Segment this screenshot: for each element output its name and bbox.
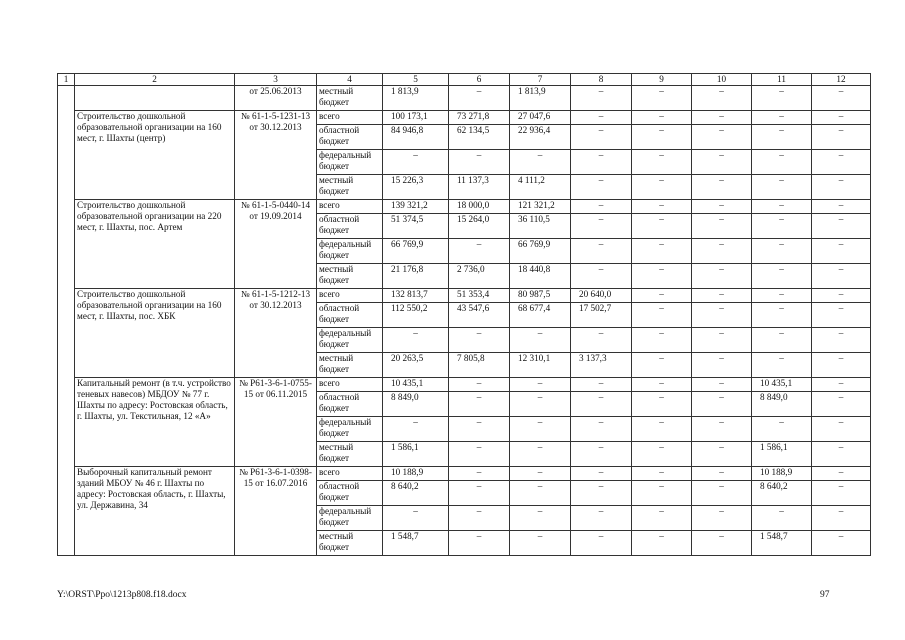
value-cell: – (692, 417, 752, 442)
value-cell: – (632, 125, 692, 150)
value-cell: – (812, 417, 871, 442)
value-cell: – (383, 150, 449, 175)
value-cell: – (449, 150, 510, 175)
value-cell: – (449, 328, 510, 353)
value-cell: – (571, 86, 632, 111)
object-name-cell (75, 86, 235, 111)
value-cell: – (692, 86, 752, 111)
value-cell: – (752, 417, 812, 442)
column-header: 7 (510, 74, 571, 86)
value-cell: 8 849,0 (383, 392, 449, 417)
value-cell: – (812, 200, 871, 214)
header-row (58, 74, 871, 86)
value-cell: – (692, 214, 752, 239)
value-cell: – (692, 531, 752, 556)
value-cell: – (752, 353, 812, 378)
value-cell: – (449, 417, 510, 442)
table-row (58, 86, 871, 111)
funding-source-cell: местный бюджет (317, 264, 383, 289)
value-cell: – (812, 328, 871, 353)
object-name-cell: Строительство дошкольной образовательной организации на 220 мест, г. Шахты, пос. Артем (75, 200, 235, 289)
value-cell: – (449, 392, 510, 417)
value-cell: – (692, 353, 752, 378)
value-cell: – (510, 531, 571, 556)
value-cell: 11 137,3 (449, 175, 510, 200)
value-cell: – (510, 150, 571, 175)
value-cell: – (692, 175, 752, 200)
value-cell: 132 813,7 (383, 289, 449, 303)
document-cell: № 61-1-5-0440-14 от 19.09.2014 (235, 200, 317, 289)
value-cell: – (812, 239, 871, 264)
value-cell: 18 440,8 (510, 264, 571, 289)
value-cell: – (752, 200, 812, 214)
value-cell: – (692, 378, 752, 392)
value-cell: – (812, 150, 871, 175)
value-cell: – (812, 481, 871, 506)
value-cell: – (510, 378, 571, 392)
value-cell: – (812, 264, 871, 289)
value-cell: – (632, 467, 692, 481)
value-cell: 1 813,9 (510, 86, 571, 111)
value-cell: 18 000,0 (449, 200, 510, 214)
value-cell: – (571, 111, 632, 125)
value-cell: 100 173,1 (383, 111, 449, 125)
value-cell: – (632, 239, 692, 264)
value-cell: – (632, 175, 692, 200)
funding-source-cell: всего (317, 378, 383, 392)
value-cell: – (692, 239, 752, 264)
funding-source-cell: всего (317, 467, 383, 481)
column-header: 5 (383, 74, 449, 86)
value-cell: – (571, 467, 632, 481)
document-cell: № Р61-3-6-1-0755-15 от 06.11.2015 (235, 378, 317, 467)
value-cell: – (812, 378, 871, 392)
value-cell: – (692, 125, 752, 150)
value-cell: – (510, 506, 571, 531)
value-cell: 21 176,8 (383, 264, 449, 289)
value-cell: – (632, 303, 692, 328)
value-cell: – (812, 175, 871, 200)
table-body (58, 74, 871, 556)
value-cell: – (571, 506, 632, 531)
funding-source-cell: всего (317, 289, 383, 303)
value-cell: – (449, 506, 510, 531)
value-cell: 20 640,0 (571, 289, 632, 303)
value-cell: 10 188,9 (752, 467, 812, 481)
value-cell: – (571, 125, 632, 150)
object-name-cell: Капитальный ремонт (в т.ч. устройство теневых навесов) МБДОУ № 77 г. Шахты по адресу: Ростовская область, г. Шахты, ул. Текстильная, 12 «А» (75, 378, 235, 467)
value-cell: – (449, 86, 510, 111)
value-cell: – (752, 175, 812, 200)
column-header: 6 (449, 74, 510, 86)
table-row (58, 289, 871, 303)
column-header: 2 (75, 74, 235, 86)
value-cell: – (692, 303, 752, 328)
value-cell: – (449, 531, 510, 556)
value-cell: – (752, 150, 812, 175)
funding-source-cell: областной бюджет (317, 214, 383, 239)
value-cell: – (752, 214, 812, 239)
value-cell: 10 188,9 (383, 467, 449, 481)
value-cell: – (632, 481, 692, 506)
value-cell: – (692, 481, 752, 506)
value-cell: 8 849,0 (752, 392, 812, 417)
column-header: 12 (812, 74, 871, 86)
column-header: 8 (571, 74, 632, 86)
value-cell: 2 736,0 (449, 264, 510, 289)
value-cell: – (632, 442, 692, 467)
value-cell: – (632, 506, 692, 531)
value-cell: – (812, 289, 871, 303)
value-cell: – (632, 86, 692, 111)
value-cell: – (632, 392, 692, 417)
value-cell: 51 374,5 (383, 214, 449, 239)
funding-source-cell: областной бюджет (317, 303, 383, 328)
funding-source-cell: местный бюджет (317, 175, 383, 200)
value-cell: – (812, 467, 871, 481)
funding-source-cell: федеральный бюджет (317, 150, 383, 175)
value-cell: – (632, 531, 692, 556)
funding-source-cell: местный бюджет (317, 442, 383, 467)
value-cell: – (812, 442, 871, 467)
value-cell: – (692, 111, 752, 125)
value-cell: – (383, 417, 449, 442)
document-cell: № Р61-3-6-1-0398-15 от 16.07.2016 (235, 467, 317, 556)
value-cell: – (692, 442, 752, 467)
funding-source-cell: областной бюджет (317, 481, 383, 506)
value-cell: 10 435,1 (752, 378, 812, 392)
table-row (58, 200, 871, 214)
value-cell: – (571, 175, 632, 200)
value-cell: – (752, 328, 812, 353)
value-cell: – (692, 289, 752, 303)
value-cell: – (571, 378, 632, 392)
value-cell: – (632, 289, 692, 303)
document-cell: от 25.06.2013 (235, 86, 317, 111)
value-cell: – (692, 506, 752, 531)
value-cell: 1 813,9 (383, 86, 449, 111)
column-header: 11 (752, 74, 812, 86)
value-cell: – (510, 417, 571, 442)
value-cell: 112 550,2 (383, 303, 449, 328)
funding-source-cell: федеральный бюджет (317, 328, 383, 353)
value-cell: 4 111,2 (510, 175, 571, 200)
funding-source-cell: федеральный бюджет (317, 239, 383, 264)
value-cell: – (632, 150, 692, 175)
value-cell: – (692, 328, 752, 353)
value-cell: – (449, 442, 510, 467)
object-name-cell: Строительство дошкольной образовательной организации на 160 мест, г. Шахты (центр) (75, 111, 235, 200)
value-cell: – (632, 111, 692, 125)
value-cell: – (812, 392, 871, 417)
value-cell: 66 769,9 (383, 239, 449, 264)
value-cell: – (571, 392, 632, 417)
funding-source-cell: всего (317, 200, 383, 214)
column-header: 3 (235, 74, 317, 86)
funding-source-cell: местный бюджет (317, 531, 383, 556)
column-header: 9 (632, 74, 692, 86)
value-cell: – (632, 328, 692, 353)
funding-source-cell: областной бюджет (317, 125, 383, 150)
value-cell: 139 321,2 (383, 200, 449, 214)
value-cell: 22 936,4 (510, 125, 571, 150)
table-row (58, 111, 871, 125)
value-cell: 8 640,2 (383, 481, 449, 506)
value-cell: – (510, 442, 571, 467)
index-cell (58, 86, 75, 556)
value-cell: – (571, 328, 632, 353)
table-row (58, 467, 871, 481)
value-cell: – (692, 467, 752, 481)
value-cell: – (752, 125, 812, 150)
value-cell: – (632, 417, 692, 442)
value-cell: 8 640,2 (752, 481, 812, 506)
value-cell: – (632, 200, 692, 214)
value-cell: – (632, 214, 692, 239)
object-name-cell: Выборочный капитальный ремонт зданий МБОУ № 46 г. Шахты по адресу: Ростовская область, г. Шахты, ул. Державина, 34 (75, 467, 235, 556)
value-cell: – (571, 239, 632, 264)
value-cell: 1 548,7 (383, 531, 449, 556)
value-cell: – (571, 417, 632, 442)
value-cell: – (812, 353, 871, 378)
value-cell: – (812, 125, 871, 150)
value-cell: 17 502,7 (571, 303, 632, 328)
footer-file-path: Y:\ORST\Ppo\1213p808.f18.docx (57, 590, 187, 600)
value-cell: – (752, 111, 812, 125)
value-cell: – (812, 111, 871, 125)
value-cell: – (571, 481, 632, 506)
value-cell: – (571, 531, 632, 556)
value-cell: 62 134,5 (449, 125, 510, 150)
value-cell: – (571, 150, 632, 175)
object-name-cell: Строительство дошкольной образовательной организации на 160 мест, г. Шахты, пос. ХБК (75, 289, 235, 378)
value-cell: – (692, 200, 752, 214)
value-cell: 20 263,5 (383, 353, 449, 378)
value-cell: – (692, 150, 752, 175)
value-cell: – (632, 353, 692, 378)
value-cell: – (752, 239, 812, 264)
funding-source-cell: местный бюджет (317, 86, 383, 111)
value-cell: – (449, 239, 510, 264)
value-cell: – (571, 442, 632, 467)
value-cell: – (812, 214, 871, 239)
value-cell: 68 677,4 (510, 303, 571, 328)
table-row (58, 378, 871, 392)
value-cell: – (632, 378, 692, 392)
value-cell: – (383, 328, 449, 353)
value-cell: – (752, 289, 812, 303)
value-cell: 121 321,2 (510, 200, 571, 214)
budget-table (57, 73, 871, 556)
value-cell: 80 987,5 (510, 289, 571, 303)
value-cell: – (812, 303, 871, 328)
value-cell: – (571, 264, 632, 289)
value-cell: – (449, 481, 510, 506)
value-cell: – (510, 481, 571, 506)
value-cell: 1 586,1 (383, 442, 449, 467)
value-cell: 66 769,9 (510, 239, 571, 264)
value-cell: – (752, 506, 812, 531)
value-cell: – (752, 303, 812, 328)
value-cell: 15 264,0 (449, 214, 510, 239)
page-number: 97 (820, 590, 830, 600)
value-cell: 36 110,5 (510, 214, 571, 239)
column-header: 10 (692, 74, 752, 86)
document-cell: № 61-1-5-1212-13 от 30.12.2013 (235, 289, 317, 378)
document-cell: № 61-1-5-1231-13 от 30.12.2013 (235, 111, 317, 200)
value-cell: – (449, 467, 510, 481)
value-cell: – (812, 86, 871, 111)
funding-source-cell: всего (317, 111, 383, 125)
funding-source-cell: федеральный бюджет (317, 506, 383, 531)
value-cell: 7 805,8 (449, 353, 510, 378)
column-header: 1 (58, 74, 75, 86)
value-cell: 12 310,1 (510, 353, 571, 378)
column-header: 4 (317, 74, 383, 86)
value-cell: 3 137,3 (571, 353, 632, 378)
funding-source-cell: местный бюджет (317, 353, 383, 378)
value-cell: 1 548,7 (752, 531, 812, 556)
value-cell: – (571, 214, 632, 239)
funding-source-cell: федеральный бюджет (317, 417, 383, 442)
value-cell: 73 271,8 (449, 111, 510, 125)
value-cell: 43 547,6 (449, 303, 510, 328)
value-cell: 10 435,1 (383, 378, 449, 392)
value-cell: – (632, 264, 692, 289)
value-cell: – (510, 467, 571, 481)
value-cell: – (449, 378, 510, 392)
value-cell: – (812, 531, 871, 556)
funding-source-cell: областной бюджет (317, 392, 383, 417)
value-cell: – (812, 506, 871, 531)
value-cell: – (692, 392, 752, 417)
value-cell: – (383, 506, 449, 531)
value-cell: – (752, 86, 812, 111)
value-cell: – (510, 328, 571, 353)
value-cell: – (692, 264, 752, 289)
value-cell: 84 946,8 (383, 125, 449, 150)
value-cell: – (752, 264, 812, 289)
value-cell: 51 353,4 (449, 289, 510, 303)
value-cell: – (571, 200, 632, 214)
value-cell: 27 047,6 (510, 111, 571, 125)
value-cell: 1 586,1 (752, 442, 812, 467)
value-cell: – (510, 392, 571, 417)
value-cell: 15 226,3 (383, 175, 449, 200)
